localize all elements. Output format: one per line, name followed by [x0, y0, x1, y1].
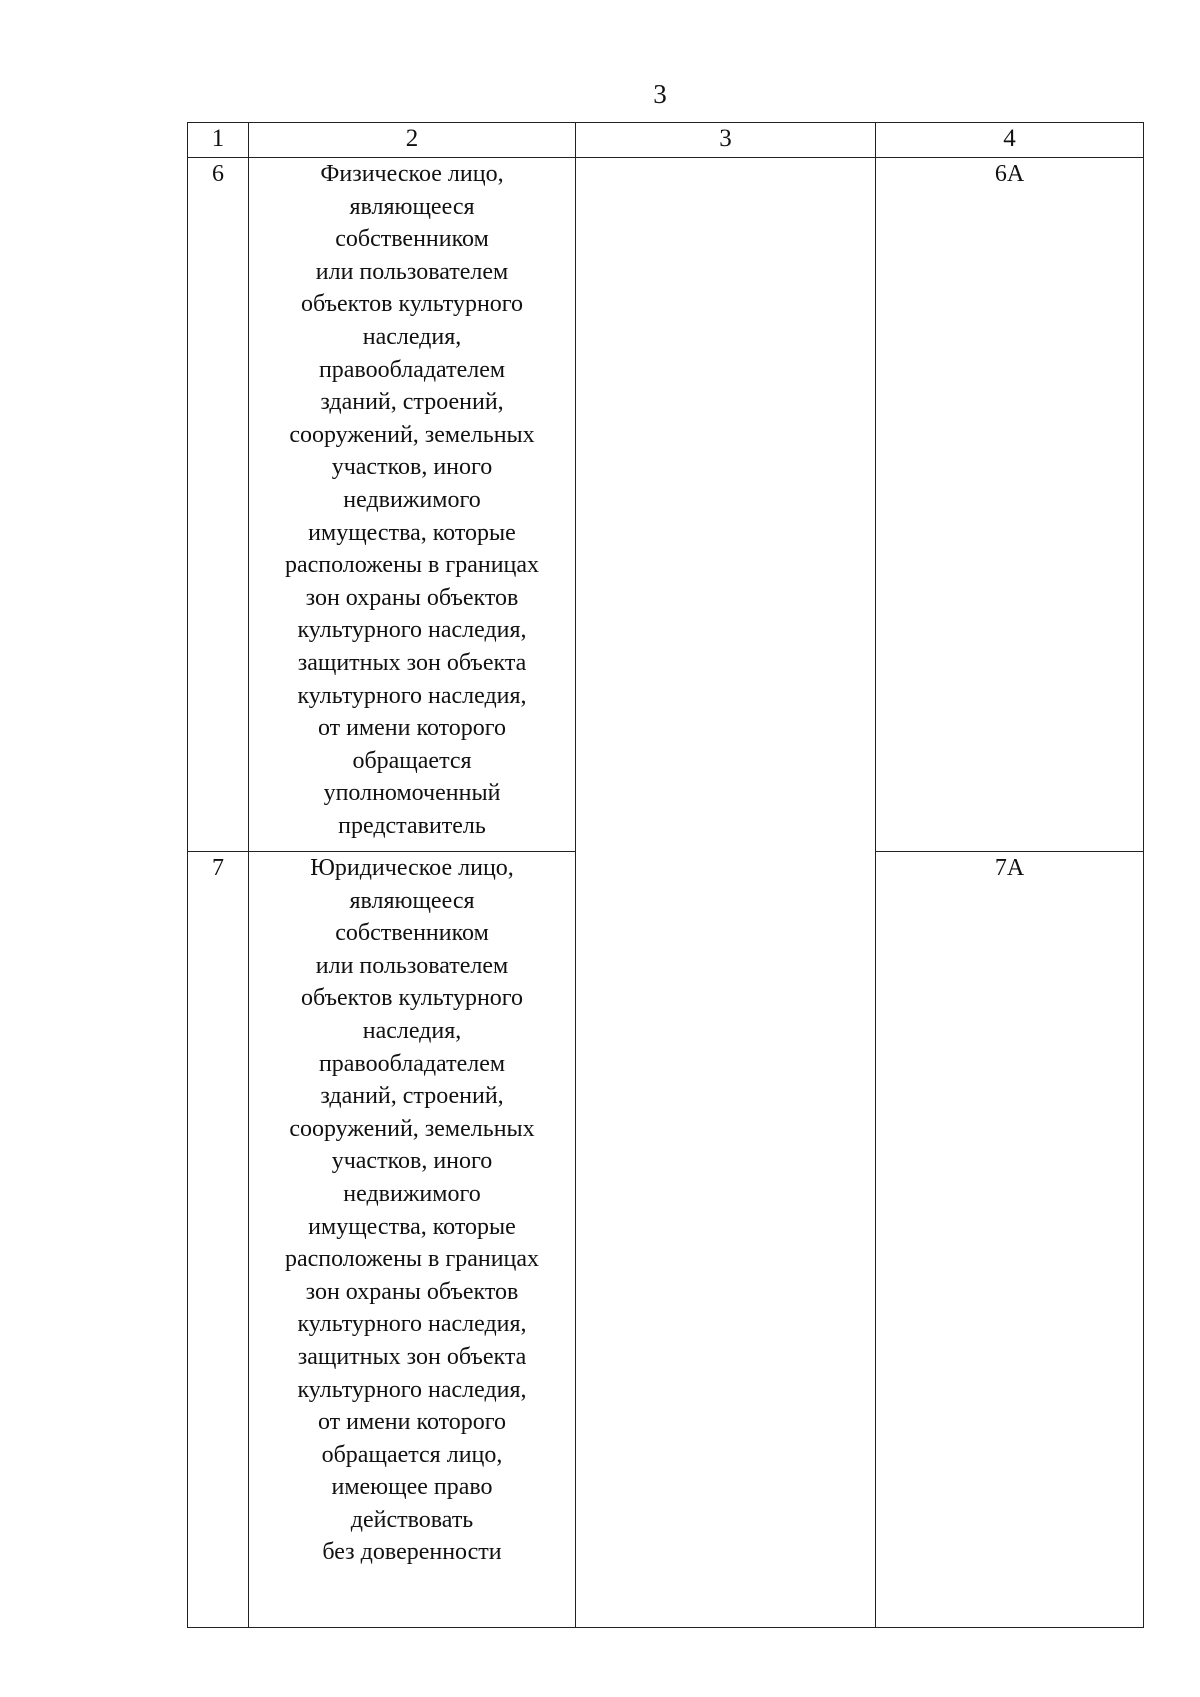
row-number-cell [188, 852, 249, 1628]
row-number: 7 [212, 855, 224, 881]
table-row [188, 158, 1144, 852]
row-number-cell [188, 158, 249, 852]
applicant-code-cell [876, 852, 1144, 1628]
applicant-description: Юридическое лицо, являющееся собственником или пользователем объектов культурного наследия, правообладателем зданий, строений, сооружений, земельных участков, иного недвижимого имущества, которые расположены в границах зон охраны объектов культурного наследия, защитных зон объекта культурного наследия, от имени которого обращается лицо, имеющее право действовать без доверенности [284, 855, 540, 1566]
column-header-2: 2 [249, 123, 576, 158]
applicant-description-cell [249, 852, 576, 1628]
applicant-code: 7А [994, 855, 1025, 881]
applicant-description: Физическое лицо, являющееся собственником или пользователем объектов культурного наследия, правообладателем зданий, строений, сооружений, земельных участков, иного недвижимого имущества, которые расположены в границах зон охраны объектов культурного наследия, защитных зон объекта культурного наследия, от имени которого обращается уполномоченный представитель [284, 161, 540, 839]
applicant-description-cell [249, 158, 576, 852]
applicant-code: 6А [994, 161, 1025, 187]
column-header-1: 1 [188, 123, 249, 158]
column-header-4: 4 [876, 123, 1144, 158]
page-number: 3 [653, 79, 667, 109]
table-header-row [188, 123, 1144, 158]
column-3-cell [576, 158, 876, 1628]
row-number: 6 [212, 161, 224, 187]
column-header-3: 3 [576, 123, 876, 158]
applicant-code-cell [876, 158, 1144, 852]
document-table [187, 122, 1144, 1628]
